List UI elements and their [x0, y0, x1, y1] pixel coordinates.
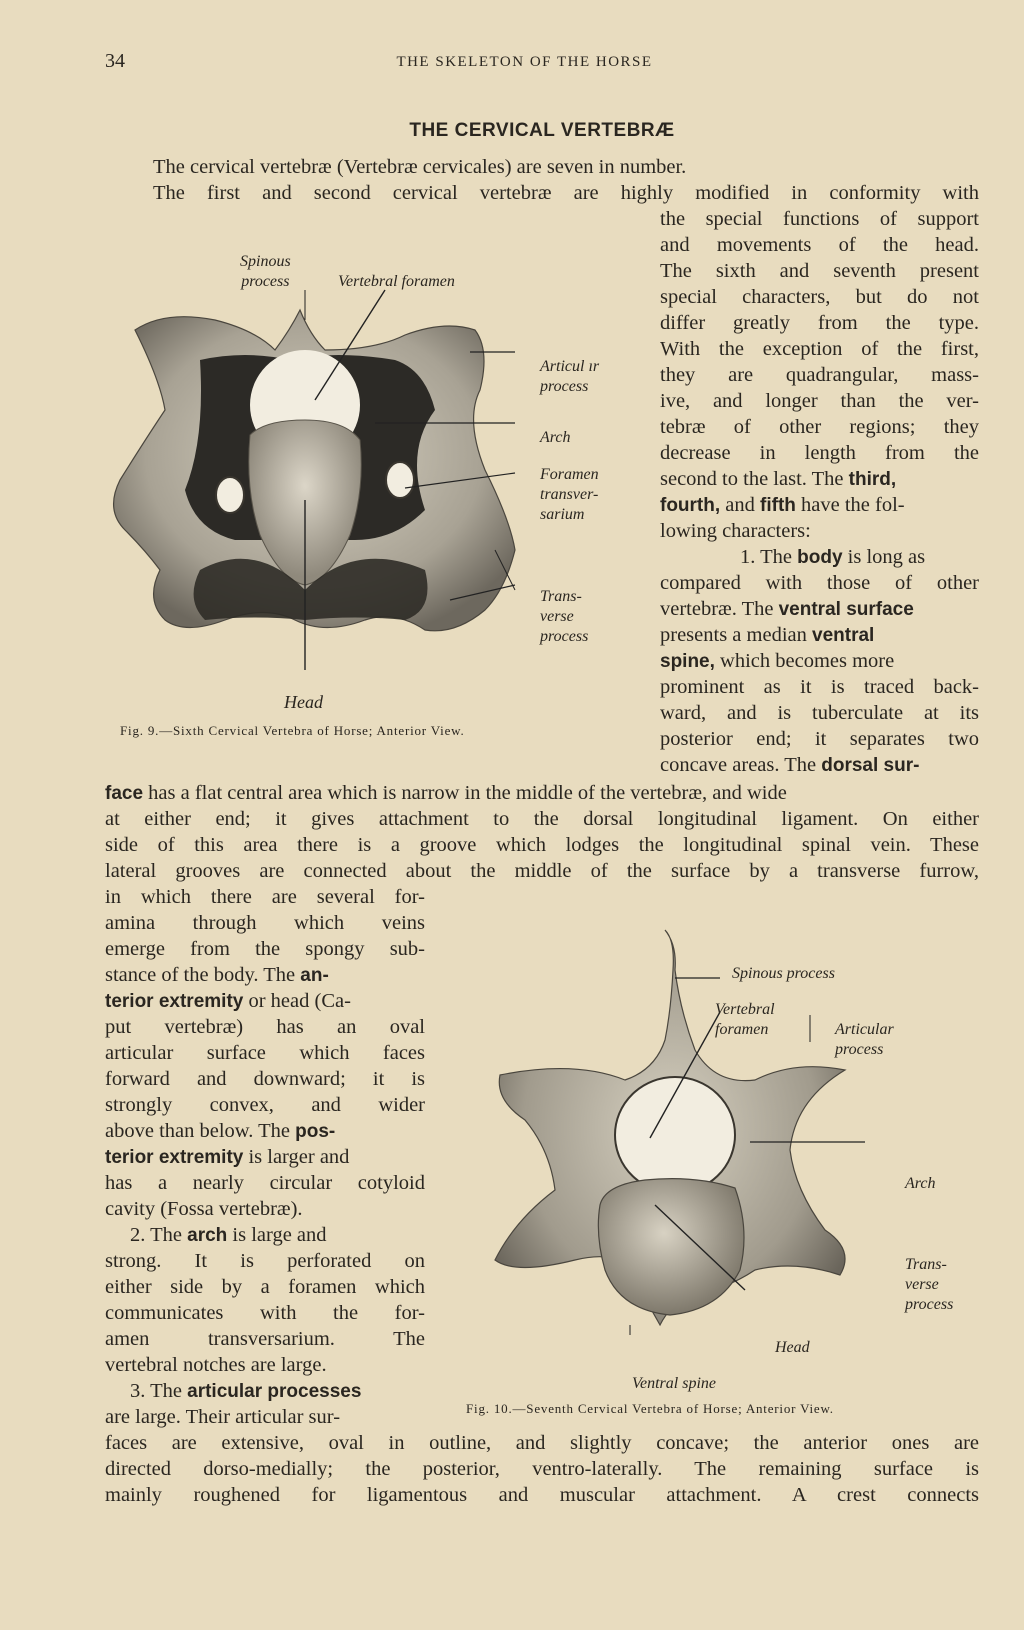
text-line: special characters, but do not [660, 286, 979, 308]
text-line: second to the last. The third, [660, 468, 897, 490]
text-line: amina through which veins [105, 912, 425, 934]
text-line: strong. It is perforated on [105, 1250, 425, 1272]
figure-10-illustration [495, 930, 875, 1370]
text-line: forward and downward; it is [105, 1068, 425, 1090]
label-transverse-process: Trans- verse process [540, 588, 589, 645]
text-line: strongly convex, and wider [105, 1094, 425, 1116]
text-line: are large. Their articular sur- [105, 1406, 341, 1428]
text-line: lateral grooves are connected about the middle of the surface by a transverse furrow, [105, 860, 979, 882]
text-line: cavity (Fossa vertebræ). [105, 1198, 303, 1220]
text-line: mainly roughened for ligamentous and muscular attachment. A crest connects [105, 1484, 979, 1506]
text-line: differ greatly from the type. [660, 312, 979, 334]
text-line: stance of the body. The an- [105, 964, 329, 986]
label-arch: Arch [905, 1175, 936, 1192]
text-line: decrease in length from the [660, 442, 979, 464]
text-line: ive, and longer than the ver- [660, 390, 979, 412]
intro-line-2: The first and second cervical vertebræ are highly modified in conformity with [153, 182, 979, 204]
text-line: in which there are several for- [105, 886, 425, 908]
intro-line-1: The cervical vertebræ (Vertebræ cervicales) are seven in number. [153, 156, 687, 178]
running-header [105, 50, 944, 78]
text-line: vertebræ. The ventral surface [660, 598, 914, 620]
text-line: concave areas. The dorsal sur- [660, 754, 920, 776]
label-vertebral-foramen: Vertebral foramen [338, 273, 455, 290]
text-line: articular surface which faces [105, 1042, 425, 1064]
text-line: spine, which becomes more [660, 650, 895, 672]
label-spinous-process: Spinous process [240, 253, 291, 290]
text-line: terior extremity is larger and [105, 1146, 350, 1168]
figure-9-caption: Fig. 9.—Sixth Cervical Vertebra of Horse; Anterior View. [120, 723, 465, 738]
text-line: 1. The body is long as [740, 546, 926, 568]
text-line: The sixth and seventh present [660, 260, 979, 282]
text-line: presents a median ventral [660, 624, 875, 646]
text-line: compared with those of other [660, 572, 979, 594]
label-ventral-spine: Ventral spine [632, 1375, 716, 1392]
text-line: directed dorso-medially; the posterior, ventro-laterally. The remaining surface is [105, 1458, 979, 1480]
text-line: has a nearly circular cotyloid [105, 1172, 425, 1194]
label-head: Head [775, 1339, 810, 1356]
text-line: and movements of the head. [660, 234, 979, 256]
figure-10-caption: Fig. 10.—Seventh Cervical Vertebra of Horse; Anterior View. [466, 1401, 834, 1416]
text-line: communicates with the for- [105, 1302, 425, 1324]
label-spinous-process: Spinous process [732, 965, 835, 982]
text-line: face has a flat central area which is narrow in the middle of the vertebræ, and wide [105, 782, 787, 804]
text-line: vertebral notches are large. [105, 1354, 327, 1376]
section-title: THE CERVICAL VERTEBRÆ [409, 120, 675, 141]
text-line: 2. The arch is large and [130, 1224, 327, 1246]
running-title: THE SKELETON OF THE HORSE [396, 54, 653, 70]
page-number: 34 [105, 50, 125, 72]
text-line: tebræ of other regions; they [660, 416, 979, 438]
label-articular-process: Articul ır process [540, 358, 600, 395]
label-foramen-transversarium: Foramen transver- sarium [540, 466, 599, 523]
text-line: at either end; it gives attachment to the dorsal longitudinal ligament. On either [105, 808, 979, 830]
text-line: fourth, and fifth have the fol- [660, 494, 905, 516]
text-line: amen transversarium. The [105, 1328, 425, 1350]
text-line: put vertebræ) has an oval [105, 1016, 425, 1038]
text-line: terior extremity or head (Ca- [105, 990, 351, 1012]
text-line: either side by a foramen which [105, 1276, 425, 1298]
label-arch: Arch [540, 429, 571, 446]
label-transverse-process: Trans- verse process [905, 1256, 954, 1313]
text-line: emerge from the spongy sub- [105, 938, 425, 960]
text-line: 3. The articular processes [130, 1380, 362, 1402]
label-head: Head [284, 692, 323, 712]
text-line: ward, and is tuberculate at its [660, 702, 979, 724]
text-line: they are quadrangular, mass- [660, 364, 979, 386]
text-line: the special functions of support [660, 208, 979, 230]
text-line: prominent as it is traced back- [660, 676, 979, 698]
text-line: posterior end; it separates two [660, 728, 979, 750]
label-vertebral-foramen: Vertebral foramen [715, 1001, 775, 1038]
text-line: above than below. The pos- [105, 1120, 336, 1142]
text-line: lowing characters: [660, 520, 811, 542]
text-line: side of this area there is a groove which lodges the longitudinal spinal vein. These [105, 834, 979, 856]
label-articular-process: Articular process [835, 1021, 894, 1058]
text-line: With the exception of the first, [660, 338, 979, 360]
text-line: faces are extensive, oval in outline, and slightly concave; the anterior ones are [105, 1432, 979, 1454]
